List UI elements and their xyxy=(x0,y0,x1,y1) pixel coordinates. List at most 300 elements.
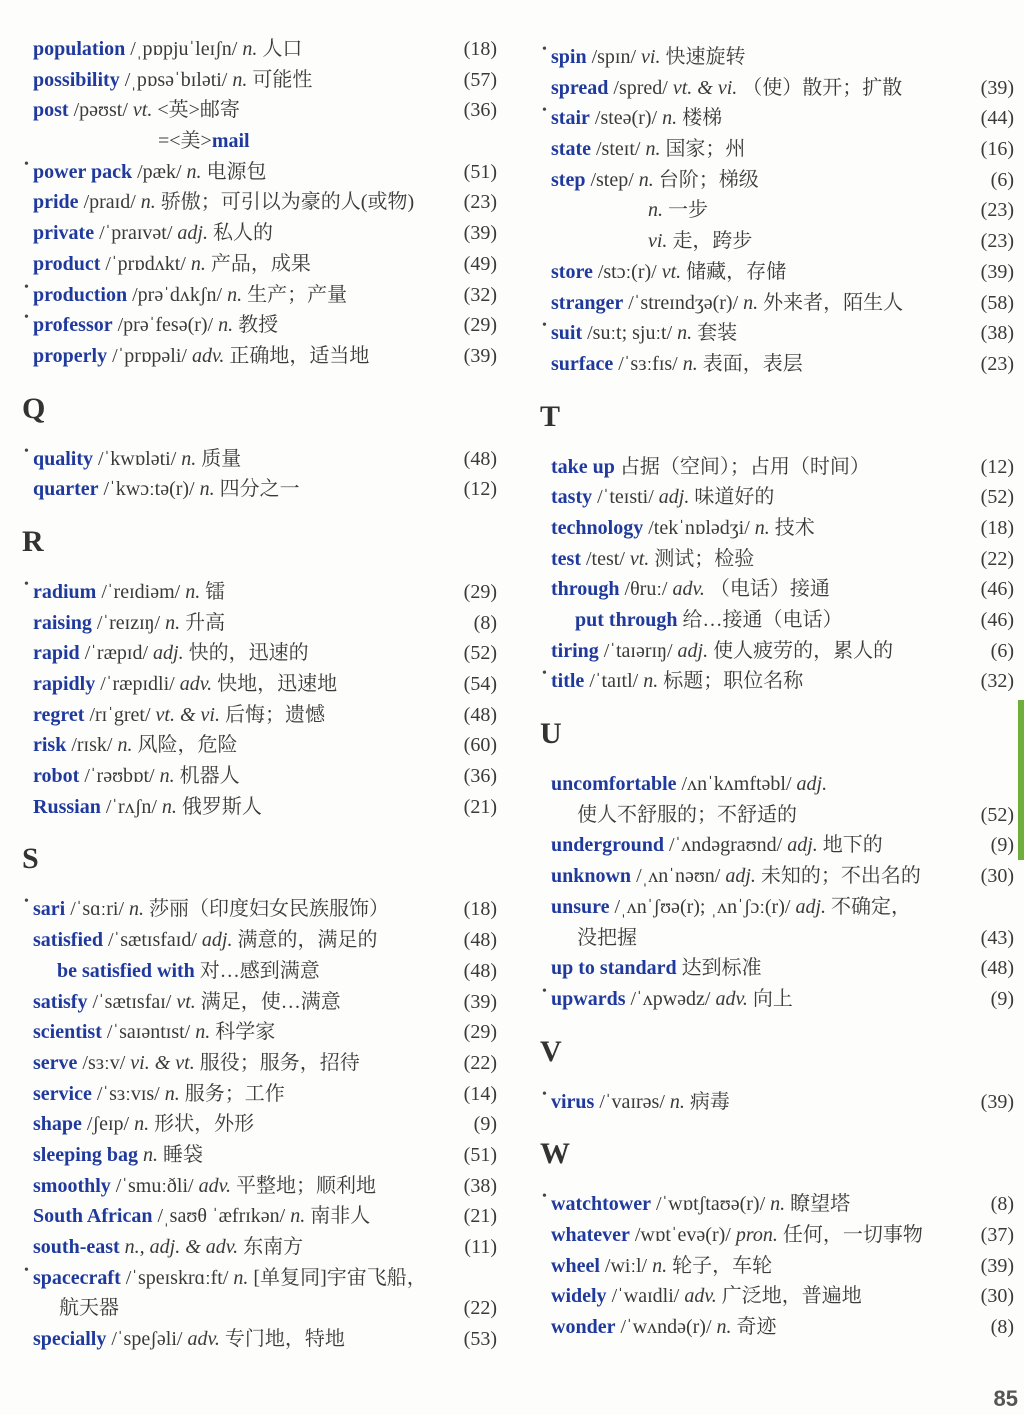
headword: store xyxy=(551,260,593,283)
definition: 骄傲；可引以为豪的人(或物) xyxy=(160,191,415,214)
vocabulary-entry xyxy=(24,443,497,475)
headword: take up xyxy=(551,455,615,478)
definition: 标题；职位名称 xyxy=(663,670,804,693)
vocabulary-entry xyxy=(551,800,1014,831)
phonetic: /ˈsaɪəntɪst/ xyxy=(106,1021,191,1044)
part-of-speech: n. xyxy=(199,478,215,501)
definition: 教授 xyxy=(238,314,279,337)
vocabulary-entry xyxy=(33,341,497,372)
headword: put through xyxy=(575,609,678,631)
vocabulary-entry xyxy=(33,1109,497,1140)
vocabulary-entry xyxy=(551,953,1014,984)
definition: 地下的 xyxy=(822,834,883,857)
definition: 风险，危险 xyxy=(137,734,238,757)
definition: 睡袋 xyxy=(163,1143,204,1166)
section-heading xyxy=(540,697,1014,769)
part-of-speech: n., adj. & adv. xyxy=(124,1236,239,1258)
headword: spread xyxy=(551,76,609,99)
vocabulary-entry xyxy=(33,987,497,1018)
phonetic: /steɪt/ xyxy=(595,138,641,161)
vocabulary-entry xyxy=(551,923,1014,954)
headword: mail xyxy=(211,130,250,153)
headword: professor xyxy=(33,314,113,337)
part-of-speech: n. xyxy=(677,322,693,345)
vocabulary-entry xyxy=(551,482,1014,513)
vocabulary-entry xyxy=(551,195,1014,226)
unit-reference: (12) xyxy=(463,478,497,501)
vocabulary-entry xyxy=(542,1086,1014,1118)
vocabulary-entry xyxy=(551,861,1014,892)
unit-reference: (48) xyxy=(463,959,497,982)
vocabulary-entry xyxy=(33,1048,497,1079)
definition: 台阶；梯级 xyxy=(658,168,759,191)
part-of-speech: vi. xyxy=(648,230,668,253)
part-of-speech: adv. xyxy=(684,1285,717,1308)
headword: specially xyxy=(33,1328,107,1351)
definition: 升高 xyxy=(185,611,226,634)
definition: 向上 xyxy=(752,987,793,1010)
definition: 没把握 xyxy=(577,926,637,949)
headword: Russian xyxy=(33,795,101,818)
phonetic: /ˈtaɪtl/ xyxy=(589,670,639,693)
headword: power pack xyxy=(33,160,133,183)
headword: tiring xyxy=(551,639,599,662)
part-of-speech: n. xyxy=(161,795,177,818)
part-of-speech: n. xyxy=(190,252,206,275)
definition: 广泛地，普遍地 xyxy=(721,1285,862,1308)
headword: unsure xyxy=(551,895,610,918)
part-of-speech: n. xyxy=(195,1021,211,1044)
vocabulary-entry xyxy=(551,1251,1014,1282)
definition: 国家；州 xyxy=(665,138,746,161)
unit-reference: (57) xyxy=(463,68,497,91)
unit-reference: (6) xyxy=(990,639,1014,662)
section-heading xyxy=(540,1015,1014,1087)
part-of-speech: adv. xyxy=(672,578,705,601)
headword: whatever xyxy=(551,1223,630,1246)
phonetic: /rɪˈgret/ xyxy=(89,703,151,726)
vocabulary-entry xyxy=(551,636,1014,667)
new-word-marker: • xyxy=(542,1086,547,1102)
vocabulary-entry xyxy=(551,769,1014,800)
vocabulary-entry xyxy=(33,1293,497,1324)
vocabulary-entry xyxy=(24,156,497,188)
definition: 未知的；不出名的 xyxy=(760,865,921,888)
definition: 瞭望塔 xyxy=(790,1193,851,1216)
phonetic: /ˈtaɪərɪŋ/ xyxy=(603,639,673,662)
phonetic: /wɒtˈevə(r)/ xyxy=(634,1223,731,1246)
unit-reference: (29) xyxy=(463,1021,497,1044)
definition: 任何，一切事物 xyxy=(782,1223,923,1246)
unit-reference: (46) xyxy=(980,609,1014,631)
vocabulary-entry xyxy=(33,249,497,280)
headword: population xyxy=(33,38,126,60)
headword: product xyxy=(33,252,101,275)
page-edge-color-strip xyxy=(1018,700,1024,860)
unit-reference: (29) xyxy=(463,580,497,603)
part-of-speech: n. xyxy=(185,580,201,603)
phonetic: /ˈpraɪvət/ xyxy=(99,222,173,245)
definition: 给…接通（电话） xyxy=(682,609,843,631)
vocabulary-entry xyxy=(24,1262,497,1294)
vocabulary-entry xyxy=(542,983,1014,1015)
unit-reference: (14) xyxy=(463,1082,497,1105)
definition: 病毒 xyxy=(689,1090,730,1113)
vocabulary-entry xyxy=(551,226,1014,257)
headword: title xyxy=(551,670,585,693)
vocabulary-column-right xyxy=(540,42,1014,1343)
headword: rapid xyxy=(33,642,80,665)
phonetic: /pəʊst/ xyxy=(73,99,128,122)
vocabulary-entry xyxy=(33,669,497,700)
definition: 使人疲劳的，累人的 xyxy=(713,639,894,662)
vocabulary-entry xyxy=(551,257,1014,288)
unit-reference: (23) xyxy=(980,199,1014,222)
vocabulary-entry xyxy=(33,700,497,731)
part-of-speech: vt. xyxy=(132,99,153,122)
part-of-speech: vi. & vt. xyxy=(130,1051,195,1074)
unit-reference: (8) xyxy=(990,1316,1014,1338)
unit-reference: (36) xyxy=(463,99,497,122)
phonetic: /suːt; sjuːt/ xyxy=(587,322,673,345)
vocabulary-entry xyxy=(33,218,497,249)
unit-reference: (18) xyxy=(980,516,1014,539)
headword: radium xyxy=(33,580,97,603)
phonetic: /ʌnˈkʌmftəbl/ xyxy=(681,773,792,796)
part-of-speech: vt. & vi. xyxy=(672,76,738,99)
vocabulary-entry xyxy=(551,73,1014,104)
definition: 快地，迅速地 xyxy=(217,673,338,695)
page-number: 85 xyxy=(993,1386,1018,1411)
phonetic: /ˈwɒtʃtaʊə(r)/ xyxy=(655,1193,766,1216)
vocabulary-entry xyxy=(33,1079,497,1110)
headword: be satisfied with xyxy=(57,959,195,982)
headword: through xyxy=(551,578,620,601)
phonetic: /ˈstreɪndʒə(r)/ xyxy=(628,291,739,314)
definition: 满足，使…满意 xyxy=(200,990,341,1013)
unit-reference: (8) xyxy=(990,1193,1014,1216)
headword: quality xyxy=(33,447,94,470)
vocabulary-entry xyxy=(551,1220,1014,1251)
definition: 外来者，陌生人 xyxy=(763,291,904,314)
phonetic: /ˈreɪzɪŋ/ xyxy=(96,611,161,634)
headword: raising xyxy=(33,611,92,634)
unit-reference: (30) xyxy=(980,1285,1014,1308)
part-of-speech: n. xyxy=(181,447,197,470)
unit-reference: (18) xyxy=(463,38,497,60)
definition: 机器人 xyxy=(179,765,240,788)
phonetic: /ˈkwɒləti/ xyxy=(98,447,177,470)
part-of-speech: n. xyxy=(143,1143,159,1166)
headword: shape xyxy=(33,1113,82,1136)
section-heading xyxy=(540,1117,1014,1189)
phonetic: /rɪsk/ xyxy=(71,734,113,757)
part-of-speech: adj. xyxy=(201,929,233,952)
new-word-marker: • xyxy=(542,103,547,119)
vocabulary-entry xyxy=(33,761,497,792)
definition: 私人的 xyxy=(212,222,273,245)
unit-reference: (48) xyxy=(980,957,1014,980)
phonetic: /ˈræpɪdli/ xyxy=(100,673,175,695)
unit-reference: (30) xyxy=(980,865,1014,888)
definition: 不确定， xyxy=(831,895,911,918)
unit-reference: (12) xyxy=(980,455,1014,478)
headword: private xyxy=(33,222,95,245)
part-of-speech: n. xyxy=(186,160,202,183)
definition: 使人不舒服的；不舒适的 xyxy=(577,803,797,826)
phonetic: /ˈrəʊbɒt/ xyxy=(84,765,155,788)
new-word-marker: • xyxy=(24,156,29,172)
vocabulary-entry xyxy=(542,42,1014,73)
phonetic: /ˌpɒsəˈbɪləti/ xyxy=(124,68,228,91)
phonetic: /ʃeɪp/ xyxy=(86,1113,130,1136)
unit-reference: (58) xyxy=(980,291,1014,314)
phonetic: /ˈspeʃəli/ xyxy=(111,1328,183,1351)
definition: 莎丽（印度妇女民族服饰） xyxy=(149,898,390,921)
definition: 储藏，存储 xyxy=(686,260,787,283)
new-word-marker: • xyxy=(24,1262,29,1278)
vocabulary-entry xyxy=(551,513,1014,544)
new-word-marker: • xyxy=(542,666,547,682)
definition: 一步 xyxy=(668,199,708,222)
headword: rapidly xyxy=(33,673,96,695)
section-heading xyxy=(22,822,497,894)
section-heading xyxy=(22,372,497,444)
unit-reference: (52) xyxy=(980,803,1014,826)
unit-reference: (43) xyxy=(980,926,1014,949)
part-of-speech: adv. xyxy=(191,344,225,367)
definition: 电源包 xyxy=(206,160,267,183)
part-of-speech: n. xyxy=(682,352,698,375)
vocabulary-entry xyxy=(33,1201,497,1232)
phonetic: /ˈspeɪskrɑːft/ xyxy=(125,1266,229,1289)
vocabulary-entry xyxy=(551,349,1014,380)
unit-reference: (39) xyxy=(463,990,497,1013)
part-of-speech: n. xyxy=(159,765,175,788)
part-of-speech: n. xyxy=(233,1266,249,1289)
definition: 可能性 xyxy=(252,68,313,91)
definition: 俄罗斯人 xyxy=(181,795,262,818)
section-heading xyxy=(540,380,1014,452)
headword: pride xyxy=(33,191,79,214)
headword: post xyxy=(33,99,69,122)
vocabulary-entry xyxy=(33,95,497,126)
part-of-speech: n. xyxy=(770,1193,786,1216)
unit-reference: (22) xyxy=(463,1051,497,1074)
phonetic: /ˈsɜːvɪs/ xyxy=(96,1082,160,1105)
phonetic: /ˌʌnˈʃʊə(r); ˌʌnˈʃɔː(r)/ xyxy=(614,895,791,918)
unit-reference: (16) xyxy=(980,138,1014,161)
unit-reference: (46) xyxy=(980,578,1014,601)
definition: 奇迹 xyxy=(736,1316,777,1338)
unit-reference: (39) xyxy=(980,76,1014,99)
vocabulary-entry xyxy=(33,474,497,505)
part-of-speech: vt. xyxy=(629,547,650,570)
unit-reference: (39) xyxy=(980,1090,1014,1113)
unit-reference: (32) xyxy=(980,670,1014,693)
unit-reference: (39) xyxy=(463,222,497,245)
phonetic: /spɪn/ xyxy=(591,46,637,68)
vocabulary-entry xyxy=(551,1312,1014,1343)
phonetic: /ˈprɒpəli/ xyxy=(112,344,187,367)
unit-reference: (11) xyxy=(464,1236,497,1258)
definition: 轮子，车轮 xyxy=(672,1254,773,1277)
phonetic: /ˈræpɪd/ xyxy=(84,642,149,665)
definition: 技术 xyxy=(774,516,815,539)
definition: 后悔；遗憾 xyxy=(224,703,325,726)
definition: 快速旋转 xyxy=(665,46,746,68)
headword: upwards xyxy=(551,987,626,1010)
unit-reference: (48) xyxy=(463,447,497,470)
vocabulary-entry xyxy=(551,574,1014,605)
vocabulary-entry xyxy=(551,165,1014,196)
part-of-speech: n. xyxy=(643,670,659,693)
unit-reference: (51) xyxy=(463,1143,497,1166)
definition: 走，跨步 xyxy=(672,230,753,253)
headword: state xyxy=(551,138,591,161)
vocabulary-entry xyxy=(551,288,1014,319)
vocabulary-entry xyxy=(33,608,497,639)
definition: 快的，迅速的 xyxy=(188,642,309,665)
vocabulary-entry xyxy=(33,792,497,823)
phonetic: /steə(r)/ xyxy=(594,107,658,130)
definition: 航天器 xyxy=(59,1297,119,1320)
headword: uncomfortable xyxy=(551,773,677,796)
part-of-speech: adv. xyxy=(179,673,213,695)
unit-reference: (39) xyxy=(463,344,497,367)
unit-reference: (39) xyxy=(980,1254,1014,1277)
unit-reference: (37) xyxy=(980,1223,1014,1246)
phonetic: /prəˈfesə(r)/ xyxy=(117,314,214,337)
part-of-speech: adv. xyxy=(198,1174,231,1197)
unit-reference: (22) xyxy=(463,1297,497,1320)
phonetic: /ˈʌpwədz/ xyxy=(630,987,711,1010)
section-letter: T xyxy=(540,399,561,433)
unit-reference: (48) xyxy=(463,703,497,726)
unit-reference: (21) xyxy=(463,1205,497,1228)
part-of-speech: adv. xyxy=(187,1328,220,1351)
unit-reference: (51) xyxy=(463,160,497,183)
headword: satisfy xyxy=(33,990,88,1013)
part-of-speech: adj. xyxy=(796,773,828,796)
part-of-speech: adj. xyxy=(658,486,690,509)
vocabulary-entry xyxy=(551,605,1014,636)
unit-reference: (8) xyxy=(473,611,497,634)
vocabulary-entry xyxy=(551,134,1014,165)
phonetic: /ˈsætɪsfaɪ/ xyxy=(92,990,172,1013)
unit-reference: (23) xyxy=(980,352,1014,375)
phonetic: /ˈteɪsti/ xyxy=(597,486,654,509)
headword: virus xyxy=(551,1090,595,1113)
phonetic: /ˈreɪdiəm/ xyxy=(101,580,181,603)
definition: 东南方 xyxy=(243,1236,304,1258)
definition: 达到标准 xyxy=(681,957,762,980)
part-of-speech: n. xyxy=(165,611,181,634)
headword: scientist xyxy=(33,1021,102,1044)
headword: production xyxy=(33,283,128,306)
new-word-marker: • xyxy=(24,576,29,592)
phonetic: /ˈwʌndə(r)/ xyxy=(620,1316,712,1338)
unit-reference: (22) xyxy=(980,547,1014,570)
definition: <英>邮寄 xyxy=(157,99,240,122)
vocabulary-entry xyxy=(542,666,1014,697)
phonetic: /pæk/ xyxy=(137,160,182,183)
definition: 质量 xyxy=(201,447,242,470)
new-word-marker: • xyxy=(542,983,547,999)
definition: 味道好的 xyxy=(694,486,775,509)
new-word-marker: • xyxy=(542,42,547,57)
new-word-marker: • xyxy=(24,279,29,295)
headword: serve xyxy=(33,1051,78,1074)
headword: watchtower xyxy=(551,1193,651,1216)
part-of-speech: n. xyxy=(669,1090,685,1113)
unit-reference: (38) xyxy=(463,1174,497,1197)
definition: 套装 xyxy=(697,322,738,345)
headword: regret xyxy=(33,703,85,726)
headword: south-east xyxy=(33,1236,120,1258)
part-of-speech: n. xyxy=(218,314,234,337)
headword: technology xyxy=(551,516,644,539)
part-of-speech: vt. & vi. xyxy=(155,703,220,726)
headword: wonder xyxy=(551,1316,616,1338)
definition: 生产；产量 xyxy=(247,283,348,306)
part-of-speech: n. xyxy=(242,38,258,60)
headword: robot xyxy=(33,765,80,788)
headword: unknown xyxy=(551,865,632,888)
definition: 南非人 xyxy=(310,1205,371,1228)
headword: risk xyxy=(33,734,67,757)
definition: 表面，表层 xyxy=(702,352,803,375)
part-of-speech: n. xyxy=(140,191,156,214)
vocabulary-entry xyxy=(33,730,497,761)
new-word-marker: • xyxy=(24,894,29,910)
vocabulary-entry xyxy=(542,1189,1014,1220)
headword: service xyxy=(33,1082,92,1105)
vocabulary-entry xyxy=(551,830,1014,861)
part-of-speech: adj. xyxy=(787,834,818,857)
part-of-speech: n. xyxy=(648,199,663,222)
unit-reference: (38) xyxy=(980,322,1014,345)
phonetic: /wiːl/ xyxy=(604,1254,648,1277)
unit-reference: (36) xyxy=(463,765,497,788)
definition: 专门地，特地 xyxy=(224,1328,345,1351)
definition: 楼梯 xyxy=(682,107,723,130)
phonetic: /prəˈdʌkʃn/ xyxy=(132,283,223,306)
section-letter: U xyxy=(540,717,562,751)
phonetic: /θruː/ xyxy=(624,578,668,601)
unit-reference: (49) xyxy=(463,252,497,275)
part-of-speech: n. xyxy=(227,283,243,306)
phonetic: /step/ xyxy=(590,168,634,191)
headword: wheel xyxy=(551,1254,600,1277)
definition: （使）散开；扩散 xyxy=(742,76,903,99)
phonetic: /stɔː(r)/ xyxy=(597,260,657,283)
headword: suit xyxy=(551,322,583,345)
phonetic: /ˈwaɪdli/ xyxy=(611,1285,680,1308)
phonetic: /spred/ xyxy=(613,76,668,99)
unit-reference: (60) xyxy=(463,734,497,757)
definition: 四分之一 xyxy=(219,478,300,501)
headword: spin xyxy=(551,46,587,68)
vocabulary-entry xyxy=(33,126,497,157)
section-letter: V xyxy=(540,1034,562,1068)
definition: 科学家 xyxy=(215,1021,276,1044)
vocabulary-entry xyxy=(551,544,1014,575)
part-of-speech: n. xyxy=(134,1113,150,1136)
vocabulary-entry xyxy=(542,103,1014,134)
headword: up to standard xyxy=(551,957,677,980)
part-of-speech: vi. xyxy=(641,46,661,68)
